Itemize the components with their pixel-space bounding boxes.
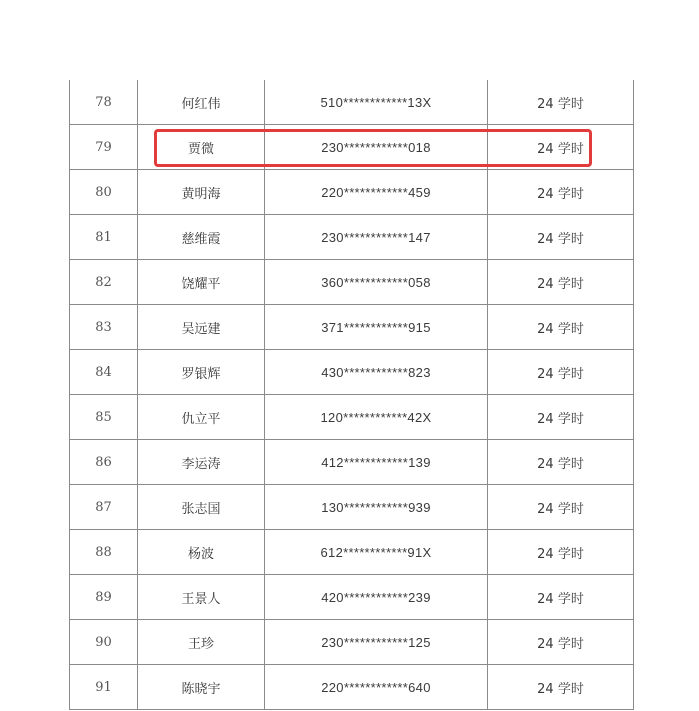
person-name: 陈晓宇 [138,665,265,710]
table-row [70,485,634,530]
row-number: 89 [70,575,138,620]
row-number: 82 [70,260,138,305]
roster-table [69,80,634,710]
person-name: 黄明海 [138,170,265,215]
person-name: 张志国 [138,485,265,530]
training-hours: 24 学时 [488,440,634,485]
table-row [70,665,634,710]
table-row [70,350,634,395]
training-hours: 24 学时 [488,620,634,665]
masked-id-number: 430************823 [265,350,488,395]
table-row [70,215,634,260]
training-hours: 24 学时 [488,575,634,620]
training-hours: 24 学时 [488,170,634,215]
masked-id-number: 420************239 [265,575,488,620]
table-row [70,125,634,170]
person-name: 慈维霞 [138,215,265,260]
person-name: 何红伟 [138,80,265,125]
table-row [70,575,634,620]
person-name: 杨波 [138,530,265,575]
masked-id-number: 412************139 [265,440,488,485]
row-number: 87 [70,485,138,530]
training-hours: 24 学时 [488,530,634,575]
row-number: 84 [70,350,138,395]
person-name: 贾微 [138,125,265,170]
person-name: 仇立平 [138,395,265,440]
training-hours: 24 学时 [488,305,634,350]
table-row [70,620,634,665]
person-name: 王珍 [138,620,265,665]
training-hours: 24 学时 [488,350,634,395]
row-number: 83 [70,305,138,350]
row-number: 80 [70,170,138,215]
masked-id-number: 130************939 [265,485,488,530]
training-hours: 24 学时 [488,125,634,170]
person-name: 吴远建 [138,305,265,350]
masked-id-number: 230************125 [265,620,488,665]
row-number: 85 [70,395,138,440]
person-name: 饶耀平 [138,260,265,305]
training-hours: 24 学时 [488,80,634,125]
masked-id-number: 612************91X [265,530,488,575]
table-row [70,170,634,215]
training-hours: 24 学时 [488,260,634,305]
masked-id-number: 230************018 [265,125,488,170]
masked-id-number: 230************147 [265,215,488,260]
table-row [70,260,634,305]
training-hours: 24 学时 [488,485,634,530]
masked-id-number: 371************915 [265,305,488,350]
masked-id-number: 510************13X [265,80,488,125]
row-number: 91 [70,665,138,710]
training-hours: 24 学时 [488,665,634,710]
training-hours: 24 学时 [488,215,634,260]
table-row [70,80,634,125]
training-hours: 24 学时 [488,395,634,440]
person-name: 罗银辉 [138,350,265,395]
person-name: 王景人 [138,575,265,620]
row-number: 88 [70,530,138,575]
masked-id-number: 220************640 [265,665,488,710]
row-number: 81 [70,215,138,260]
row-number: 79 [70,125,138,170]
row-number: 86 [70,440,138,485]
masked-id-number: 360************058 [265,260,488,305]
table-row [70,395,634,440]
row-number: 78 [70,80,138,125]
masked-id-number: 220************459 [265,170,488,215]
table-row [70,305,634,350]
row-number: 90 [70,620,138,665]
person-name: 李运涛 [138,440,265,485]
table-row [70,440,634,485]
table-row [70,530,634,575]
masked-id-number: 120************42X [265,395,488,440]
